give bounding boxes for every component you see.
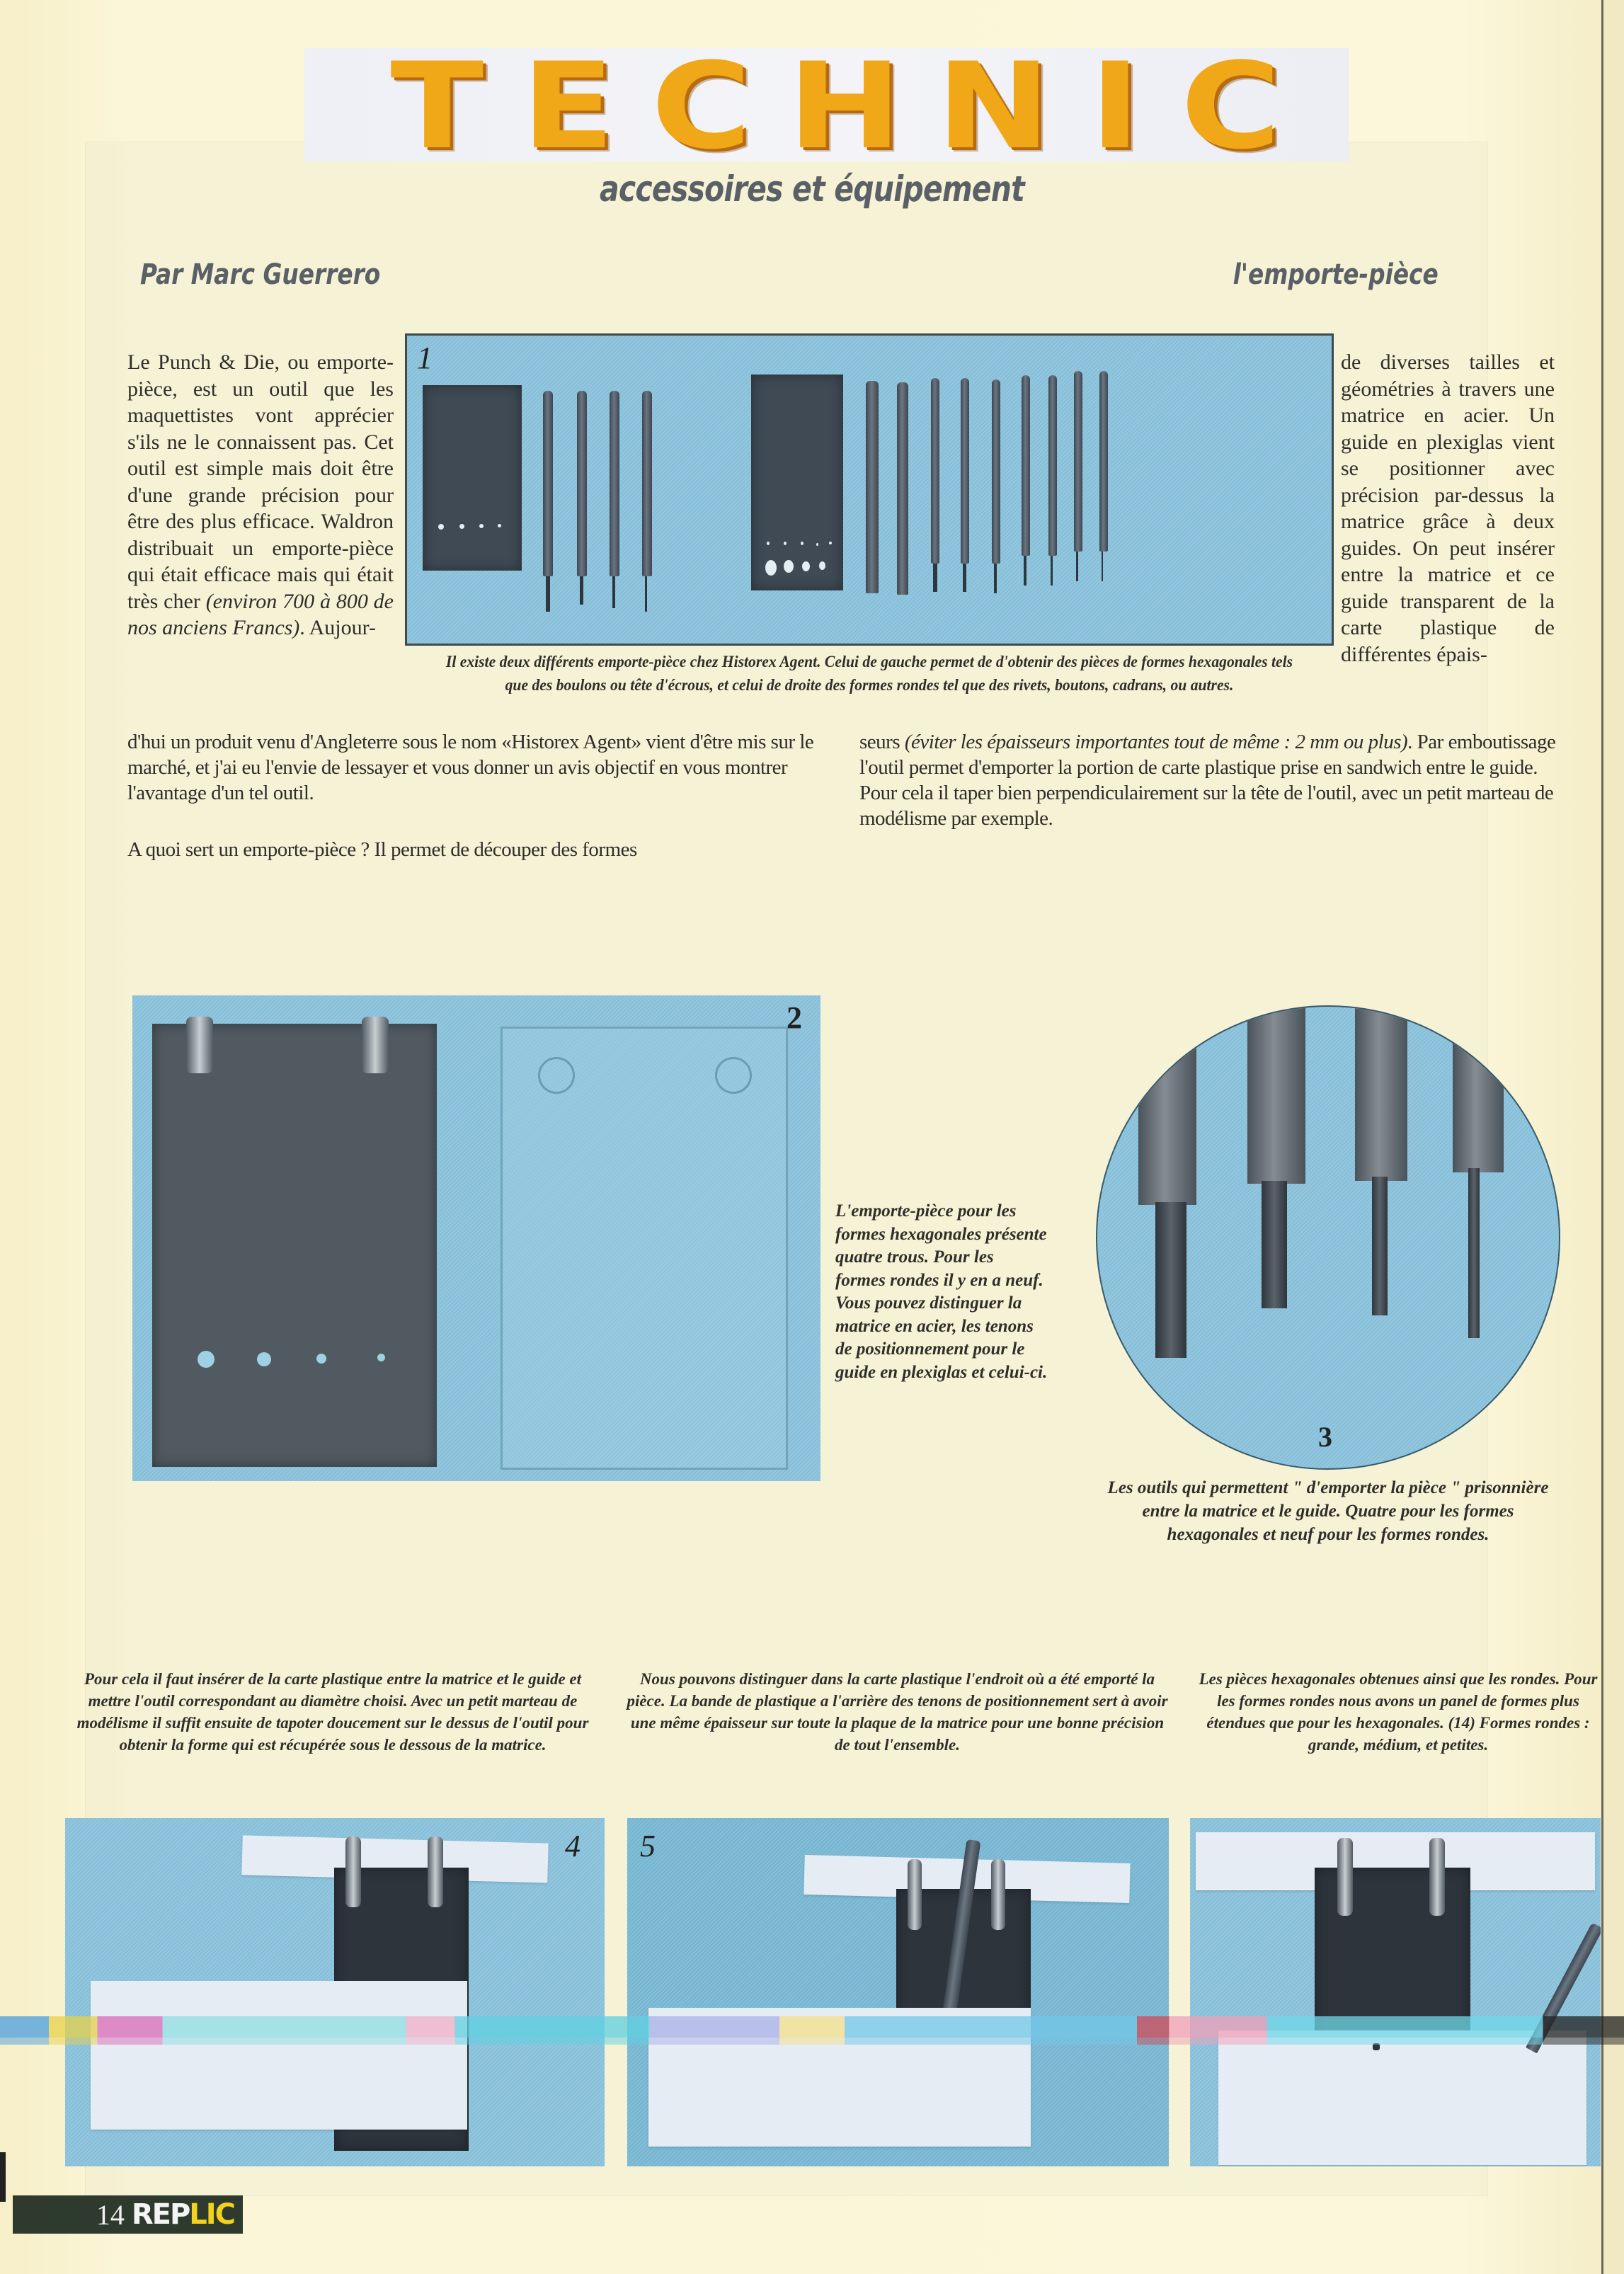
punch-tool xyxy=(1453,1005,1504,1172)
article-text: . Aujour- xyxy=(299,616,377,639)
article-column-left xyxy=(127,349,394,641)
punch-rod xyxy=(642,391,652,576)
figure-number: 4 xyxy=(565,1829,581,1863)
punch-tool xyxy=(1247,1005,1305,1184)
punch-rod xyxy=(897,382,908,595)
punch-rod xyxy=(961,378,969,564)
page-footer xyxy=(13,2195,243,2234)
figure-4-caption: Pour cela il faut insérer de la carte plastique entre la matrice et le guide et mettre l'outil correspondant au diamètre choisi. Avec un petit marteau de modélisme il suffit ensuite de tapoter doucement sur le dessus de l'outil pour obtenir la forme qui est récupérée sous le dessous de la matrice. xyxy=(76,1670,589,1754)
title-letter: C xyxy=(1180,37,1281,176)
figure-2-caption: L'emporte-pièce pour les formes hexagonales présente quatre trous. Pour les formes rondes il y en a neuf. Vous pouvez distinguer la matrice en acier, les tenons de positionnement pour le guide en plexiglas et celui-ci. xyxy=(835,1201,1048,1382)
figure-number: 2 xyxy=(787,1000,802,1035)
article-text: Le Punch & Die, ou emporte-pièce, est un outil que les maquettistes vont apprécier s'ils ne le connaissent pas. Cet outil est simple mais doit être d'une grande précision pour être des plus efficace. Waldron distribuait un emporte-pièce qui était efficace mais qui était très cher xyxy=(127,350,394,613)
punch-rod xyxy=(543,391,553,576)
figure-5-caption: Nous pouvons distinguer dans la carte plastique l'endroit où a été emporté la pièce. La bande de plastique a l'arrière des tenons de positionnement sert à avoir une même épaisseur sur toute la plaque de la matrice pour une bonne précision de tout l'ensemble. xyxy=(627,1670,1168,1754)
title-letter: T xyxy=(390,37,484,176)
punch-rod xyxy=(1022,375,1030,556)
article-text-italic: (éviter les épaisseurs importantes tout de même : 2 mm ou plus) xyxy=(904,731,1408,753)
punch-rod xyxy=(992,379,1000,564)
section-title xyxy=(390,37,1281,176)
title-letter: H xyxy=(787,37,902,176)
figure-3-photo xyxy=(1096,1005,1560,1470)
title-letter: C xyxy=(651,37,753,176)
title-letter: I xyxy=(1090,37,1141,176)
article-column-right: de diverses tailles et géométries à travers une matrice en acier. Un guide en plexiglas vient se positionner avec précision par-dessus la matrice grâce à deux guides. On peut insérer entre la matrice et ce guide transparent de la carte plastique de différentes épais- xyxy=(1341,350,1555,666)
punch-rod xyxy=(610,391,619,576)
punch-rod xyxy=(1074,371,1082,552)
adjacent-page-edge xyxy=(1603,0,1624,2274)
punch-rod xyxy=(577,391,587,576)
punch-rod xyxy=(866,381,879,593)
title-letter: N xyxy=(936,37,1051,176)
figure-2-photo xyxy=(132,995,820,1481)
magazine-logo xyxy=(132,2198,234,2231)
article-text-italic: (environ 700 à 800 de nos anciens Francs) xyxy=(127,589,394,639)
page-subtitle: accessoires et équipement xyxy=(600,168,1024,210)
figure-5-photo xyxy=(627,1818,1169,2166)
article-paragraph xyxy=(859,729,1557,831)
plexiglas-guide xyxy=(501,1027,788,1470)
figure-number: 1 xyxy=(417,341,433,375)
title-letter: E xyxy=(521,37,615,176)
article-paragraph: d'hui un produit venu d'Angleterre sous le nom «Historex Agent» vient d'être mis sur le marché, et j'ai eu l'envie de lessayer et vous donner un avis objectif en vous montrer l'avantage d'un tel outil. xyxy=(127,731,814,804)
hex-die-plate xyxy=(423,385,522,571)
figure-6-caption: Les pièces hexagonales obtenues ainsi que les rondes. Pour les formes rondes nous avons un panel de formes plus étendues que pour les hexagonales. (14) Formes rondes : grande, médium, et petites. xyxy=(1199,1670,1598,1754)
punch-tool xyxy=(1138,1005,1196,1205)
figure-1-caption: Il existe deux différents emporte-pièce chez Historex Agent. Celui de gauche permet de d'obtenir des pièces de formes hexagonales tels que des boulons ou tête d'écrous, et celui de droite des formes rondes tel que des rivets, boutons, cadrans, ou autres. xyxy=(445,653,1293,694)
figure-4-photo xyxy=(65,1818,605,2166)
punch-tool xyxy=(1355,1005,1407,1181)
plastic-card xyxy=(91,1981,467,2130)
scan-artifact xyxy=(0,2016,1624,2038)
round-die-plate xyxy=(751,375,843,590)
page-number: 14 xyxy=(96,2198,125,2231)
article-paragraph: A quoi sert un emporte-pièce ? Il permet de découper des formes xyxy=(127,838,637,861)
article-text: . Par emboutissage l'outil permet d'emporter la portion de carte plastique prise en sandwich entre le guide. Pour cela il taper bien perpendiculairement sur la tête de l'outil, avec un petit marteau de modélisme par exemple. xyxy=(859,731,1556,830)
steel-die-plate xyxy=(152,1024,437,1467)
figure-6-photo xyxy=(1190,1818,1601,2166)
punch-rod xyxy=(1099,371,1108,552)
punch-rod xyxy=(931,378,939,564)
author-byline: Par Marc Guerrero xyxy=(140,258,381,291)
figure-number: 5 xyxy=(640,1829,656,1863)
figure-number: 3 xyxy=(1318,1421,1332,1453)
figure-1-photo xyxy=(405,333,1334,646)
punch-rod xyxy=(1048,375,1057,556)
logo-text: REP xyxy=(131,2198,190,2231)
figure-3-caption: Les outils qui permettent " d'emporter la pièce " prisonnière entre la matrice et le guide. Quatre pour les formes hexagonales et neuf pour les formes rondes. xyxy=(1107,1478,1549,1544)
article-text: seurs xyxy=(859,731,905,753)
logo-highlight: LIC xyxy=(189,2198,234,2231)
topic-heading: l'emporte-pièce xyxy=(1233,258,1439,291)
edge-mark xyxy=(0,2152,6,2202)
scan-artifact xyxy=(0,2038,1624,2045)
